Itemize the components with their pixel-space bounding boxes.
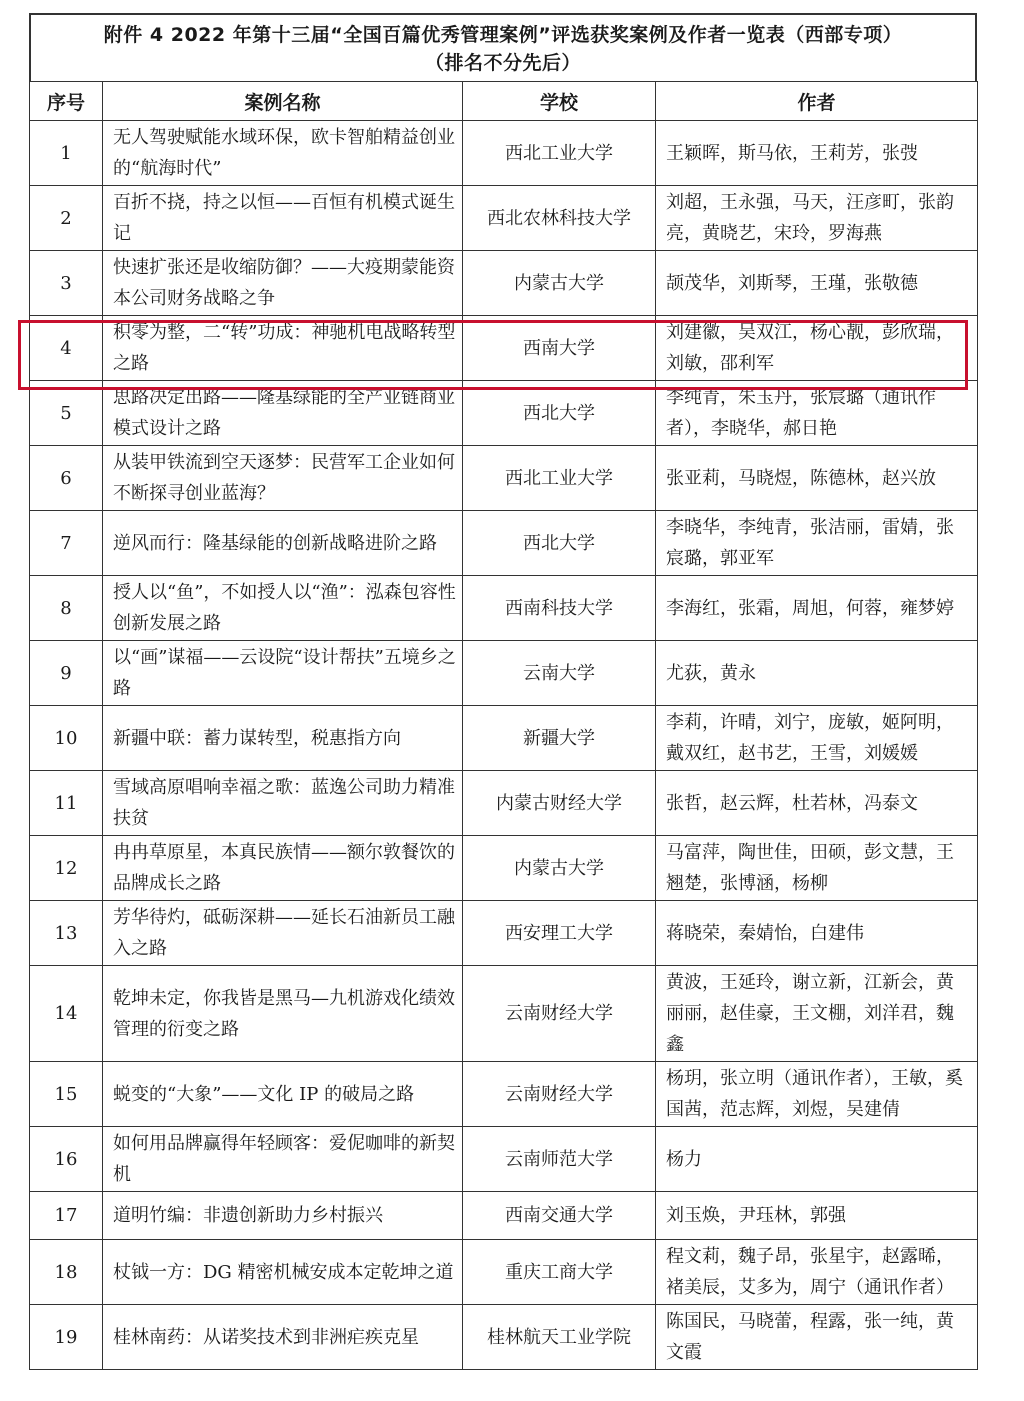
case-name: 授人以“鱼”，不如授人以“渔”：泓森包容性创新发展之路 [103, 576, 463, 641]
authors-list: 刘超，王永强，马天，汪彦町，张韵亮，黄晓艺，宋玲，罗海燕 [656, 186, 978, 251]
row-number: 1 [30, 121, 103, 186]
case-name: 桂林南药：从诺奖技术到非洲疟疾克星 [103, 1305, 463, 1370]
case-name: 以“画”谋福——云设院“设计帮扶”五境乡之路 [103, 641, 463, 706]
table-row [30, 1192, 978, 1240]
authors-list: 程文莉，魏子昂，张星宇，赵露晞，褚美辰，艾多为，周宁（通讯作者） [656, 1240, 978, 1305]
award-list-document [29, 13, 977, 1370]
authors-list: 尤荻，黄永 [656, 641, 978, 706]
school-name: 云南大学 [463, 641, 656, 706]
table-row [30, 1127, 978, 1192]
award-table [29, 81, 978, 1370]
row-number: 6 [30, 446, 103, 511]
case-name: 逆风而行：隆基绿能的创新战略进阶之路 [103, 511, 463, 576]
school-name: 西安理工大学 [463, 901, 656, 966]
row-number: 12 [30, 836, 103, 901]
school-name: 云南财经大学 [463, 1062, 656, 1127]
case-name: 芳华待灼，砥砺深耕——延长石油新员工融入之路 [103, 901, 463, 966]
school-name: 云南师范大学 [463, 1127, 656, 1192]
school-name: 西北工业大学 [463, 121, 656, 186]
case-name: 乾坤未定，你我皆是黑马—九机游戏化绩效管理的衍变之路 [103, 966, 463, 1062]
table-row [30, 576, 978, 641]
authors-list: 陈国民，马晓蕾，程露，张一纯，黄文霞 [656, 1305, 978, 1370]
case-name: 无人驾驶赋能水域环保，欧卡智舶精益创业的“航海时代” [103, 121, 463, 186]
row-number: 7 [30, 511, 103, 576]
table-row [30, 901, 978, 966]
row-number: 18 [30, 1240, 103, 1305]
school-name: 内蒙古大学 [463, 836, 656, 901]
table-row [30, 316, 978, 381]
table-row [30, 121, 978, 186]
row-number: 4 [30, 316, 103, 381]
authors-list: 王颖晖，斯马依，王莉芳，张弢 [656, 121, 978, 186]
table-header-row [30, 82, 978, 121]
row-number: 11 [30, 771, 103, 836]
authors-list: 李海红，张霜，周旭，何蓉，雍梦婷 [656, 576, 978, 641]
table-row [30, 381, 978, 446]
case-name: 冉冉草原星，本真民族情——额尔敦餐饮的品牌成长之路 [103, 836, 463, 901]
school-name: 云南财经大学 [463, 966, 656, 1062]
row-number: 8 [30, 576, 103, 641]
case-name: 思路决定出路——隆基绿能的全产业链商业模式设计之路 [103, 381, 463, 446]
column-header-case-name: 案例名称 [103, 82, 463, 121]
case-name: 快速扩张还是收缩防御？——大疫期蒙能资本公司财务战略之争 [103, 251, 463, 316]
table-row [30, 641, 978, 706]
table-row [30, 1240, 978, 1305]
authors-list: 杨力 [656, 1127, 978, 1192]
row-number: 16 [30, 1127, 103, 1192]
school-name: 新疆大学 [463, 706, 656, 771]
school-name: 重庆工商大学 [463, 1240, 656, 1305]
document-title: 附件 4 2022 年第十三届“全国百篇优秀管理案例”评选获奖案例及作者一览表（西部专项） [103, 24, 903, 46]
table-row [30, 251, 978, 316]
row-number: 17 [30, 1192, 103, 1240]
column-header-number: 序号 [30, 82, 103, 121]
case-name: 蜕变的“大象”——文化 IP 的破局之路 [103, 1062, 463, 1127]
row-number: 15 [30, 1062, 103, 1127]
table-row [30, 966, 978, 1062]
authors-list: 黄波，王延玲，谢立新，江新会，黄丽丽，赵佳豪，王文棚，刘洋君，魏鑫 [656, 966, 978, 1062]
row-number: 14 [30, 966, 103, 1062]
row-number: 2 [30, 186, 103, 251]
case-name: 雪域高原唱响幸福之歌：蓝逸公司助力精准扶贫 [103, 771, 463, 836]
authors-list: 李晓华，李纯青，张洁丽，雷婧，张宸璐，郭亚军 [656, 511, 978, 576]
row-number: 13 [30, 901, 103, 966]
school-name: 西北大学 [463, 381, 656, 446]
authors-list: 刘建徽，吴双江，杨心靓，彭欣瑞，刘敏，邵利军 [656, 316, 978, 381]
school-name: 西北农林科技大学 [463, 186, 656, 251]
school-name: 西南科技大学 [463, 576, 656, 641]
row-number: 3 [30, 251, 103, 316]
authors-list: 颉茂华，刘斯琴，王瑾，张敬德 [656, 251, 978, 316]
table-row [30, 706, 978, 771]
school-name: 内蒙古财经大学 [463, 771, 656, 836]
case-name: 从装甲铁流到空天逐梦：民营军工企业如何不断探寻创业蓝海？ [103, 446, 463, 511]
case-name: 杖钺一方：DG 精密机械安成本定乾坤之道 [103, 1240, 463, 1305]
column-header-school: 学校 [463, 82, 656, 121]
authors-list: 李纯青，朱玉丹，张宸璐（通讯作者），李晓华，郝日艳 [656, 381, 978, 446]
authors-list: 杨玥，张立明（通讯作者），王敏，奚国茜，范志辉，刘煜，吴建倩 [656, 1062, 978, 1127]
case-name: 积零为整，二“转”功成：神驰机电战略转型之路 [103, 316, 463, 381]
school-name: 西北工业大学 [463, 446, 656, 511]
table-row [30, 771, 978, 836]
case-name: 百折不挠，持之以恒——百恒有机模式诞生记 [103, 186, 463, 251]
school-name: 内蒙古大学 [463, 251, 656, 316]
table-row [30, 446, 978, 511]
table-row [30, 1305, 978, 1370]
case-name: 如何用品牌赢得年轻顾客：爱伲咖啡的新契机 [103, 1127, 463, 1192]
table-row [30, 1062, 978, 1127]
row-number: 19 [30, 1305, 103, 1370]
column-header-authors: 作者 [656, 82, 978, 121]
authors-list: 张亚莉，马晓煜，陈德林，赵兴放 [656, 446, 978, 511]
school-name: 西南交通大学 [463, 1192, 656, 1240]
case-name: 新疆中联：蓄力谋转型，税惠指方向 [103, 706, 463, 771]
table-row [30, 836, 978, 901]
authors-list: 蒋晓荣，秦婧怡，白建伟 [656, 901, 978, 966]
school-name: 桂林航天工业学院 [463, 1305, 656, 1370]
row-number: 5 [30, 381, 103, 446]
school-name: 西南大学 [463, 316, 656, 381]
authors-list: 李莉，许晴，刘宁，庞敏，姬阿明，戴双红，赵书艺，王雪，刘媛媛 [656, 706, 978, 771]
row-number: 9 [30, 641, 103, 706]
authors-list: 刘玉焕，尹珏林，郭强 [656, 1192, 978, 1240]
school-name: 西北大学 [463, 511, 656, 576]
document-header [29, 13, 977, 81]
row-number: 10 [30, 706, 103, 771]
table-row [30, 511, 978, 576]
authors-list: 张哲，赵云辉，杜若林，冯泰文 [656, 771, 978, 836]
case-name: 道明竹编：非遗创新助力乡村振兴 [103, 1192, 463, 1240]
document-subtitle: （排名不分先后） [424, 52, 581, 74]
authors-list: 马富萍，陶世佳，田硕，彭文慧，王翘楚，张博涵，杨柳 [656, 836, 978, 901]
table-row [30, 186, 978, 251]
